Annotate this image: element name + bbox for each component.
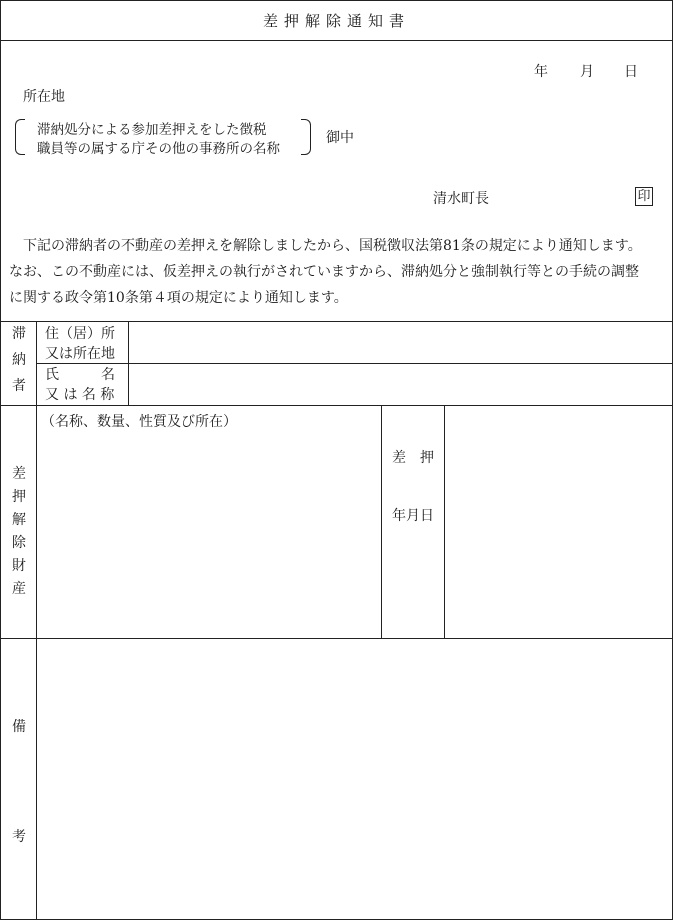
- label-column-line: [36, 321, 37, 919]
- property-note: （名称、数量、性質及び所在）: [41, 414, 237, 430]
- recipient-line-1: 滞納処分による参加差押えをした徴税: [37, 122, 267, 138]
- left-bracket: [15, 119, 25, 155]
- honorific: 御中: [326, 130, 354, 146]
- property-char-2: 押: [12, 489, 26, 505]
- seizure-date-label-1: 差 押: [392, 450, 434, 466]
- body-line-3: に関する政令第10条第４項の規定により通知します。: [9, 290, 348, 306]
- seizure-date-label-2: 年月日: [392, 508, 434, 524]
- name-field-label-1: 氏 名: [45, 367, 115, 383]
- date-day: 日: [624, 64, 638, 80]
- remarks-top-line: [1, 638, 672, 639]
- property-date-right-line: [444, 405, 445, 638]
- property-char-1: 差: [12, 466, 26, 482]
- date-year: 年: [534, 64, 548, 80]
- name-field-label-2: 又 は 名 称: [45, 387, 115, 403]
- recipient-line-2: 職員等の属する庁その他の事務所の名称: [37, 141, 280, 157]
- property-label: [10, 463, 28, 598]
- address-label: 所在地: [23, 89, 65, 105]
- property-char-3: 解: [12, 512, 26, 528]
- address-field-label-2: 又は所在地: [45, 346, 115, 362]
- delinquent-label-line: [128, 321, 129, 405]
- property-char-6: 産: [12, 581, 26, 597]
- delinquent-label: [10, 323, 28, 395]
- right-bracket: [301, 119, 311, 155]
- delinquent-mid-line: [37, 363, 672, 364]
- remarks-char-2: 考: [12, 829, 26, 845]
- seal-box: 印: [635, 187, 653, 206]
- table-top-line: [1, 321, 672, 322]
- document-title: 差押解除通知書: [1, 1, 672, 41]
- body-line-1: 下記の滞納者の不動産の差押えを解除しましたから、国税徴収法第81条の規定により通知します。: [23, 238, 642, 254]
- date-month: 月: [580, 64, 594, 80]
- notice-body: [9, 233, 669, 311]
- delinquent-char-3: 者: [12, 378, 26, 394]
- property-char-4: 除: [12, 535, 26, 551]
- sender-name: 清水町長: [433, 191, 489, 207]
- property-char-5: 財: [12, 558, 26, 574]
- delinquent-char-1: 滞: [12, 326, 26, 342]
- property-date-left-line: [381, 405, 382, 638]
- address-field-label: [45, 324, 115, 364]
- name-field-label: [45, 365, 115, 405]
- delinquent-char-2: 納: [12, 352, 26, 368]
- body-line-2: なお、この不動産には、仮差押えの執行がされていますから、滞納処分と強制執行等との手続の調整: [9, 264, 639, 280]
- address-field-label-1: 住（居）所: [45, 326, 115, 342]
- property-top-line: [1, 405, 672, 406]
- remarks-char-1: 備: [12, 719, 26, 735]
